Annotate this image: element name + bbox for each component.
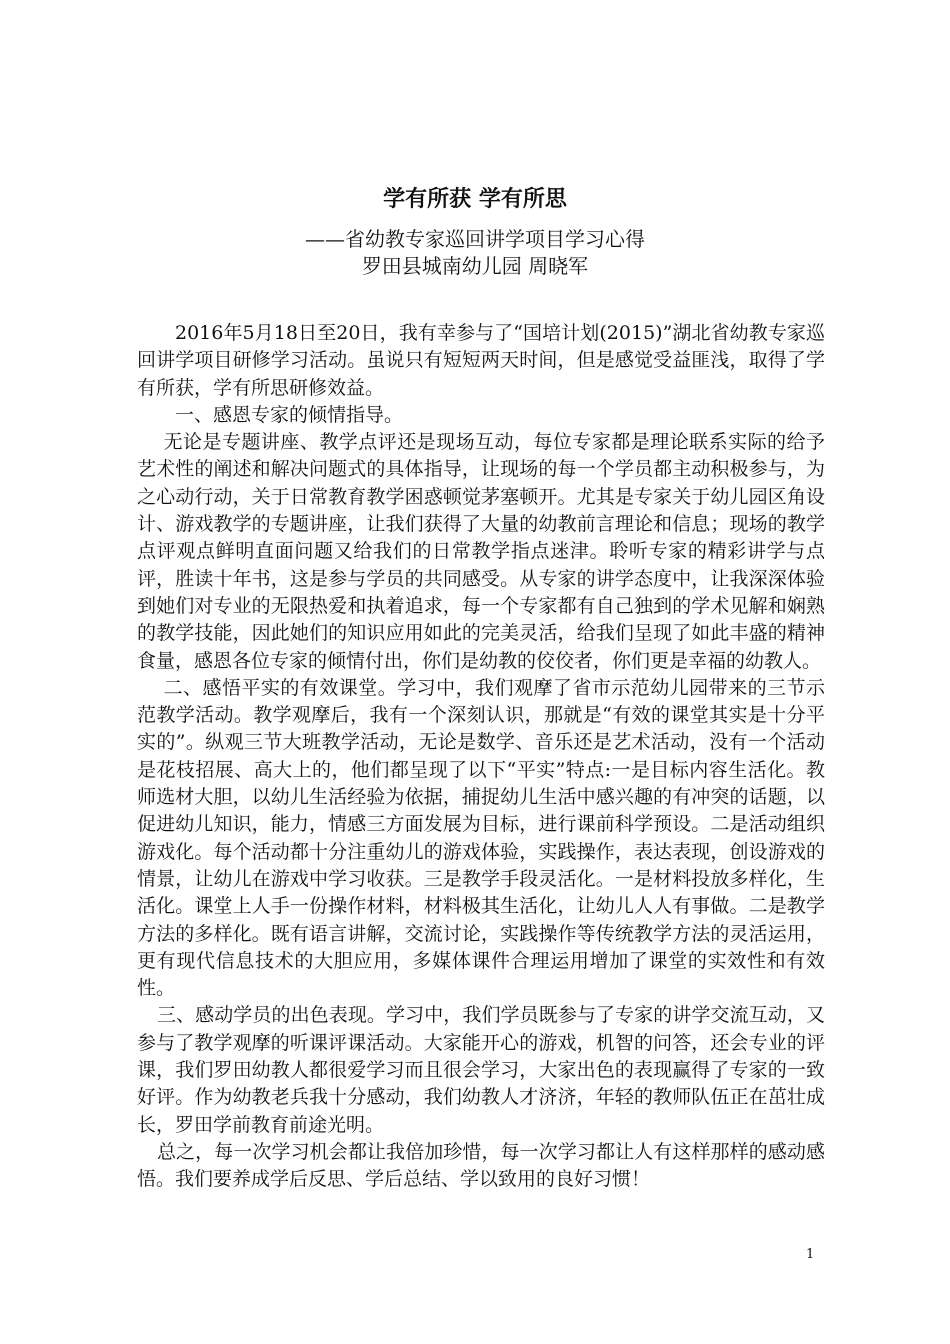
document-subtitle: ——省幼教专家巡回讲学项目学习心得 (305, 227, 645, 251)
section-3-paragraph: 三、感动学员的出色表现。学习中，我们学员既参与了专家的讲学交流互动，又参与了教学观摩的听课评课活动。大家能开心的游戏，机智的问答，还会专业的评课，我们罗田幼教人都很爱学习而且很会学习，大家出色的表现赢得了专家的一致好评。作为幼教老兵我十分感动，我们幼教人才济济，年轻的教师队伍正在茁壮成长，罗田学前教育前途光明。 (137, 1004, 825, 1136)
intro-paragraph: 2016年5月18日至20日，我有幸参与了“国培计划(2015)”湖北省幼教专家巡回讲学项目研修学习活动。虽说只有短短两天时间，但是感觉受益匪浅，取得了学有所获，学有所思研修效益。 (137, 322, 825, 399)
document-body (137, 320, 825, 1194)
document-title: 学有所获 学有所思 (383, 186, 567, 212)
section-1-paragraph: 无论是专题讲座、教学点评还是现场互动，每位专家都是理论联系实际的给予艺术性的阐述和解决问题式的具体指导，让现场的每一个学员都主动积极参与，为之心动行动，关于日常教育教学困惑顿觉茅塞顿开。尤其是专家关于幼儿园区角设计、游戏教学的专题讲座，让我们获得了大量的幼教前言理论和信息；现场的教学点评观点鲜明直面问题又给我们的日常教学指点迷津。聆听专家的精彩讲学与点评，胜读十年书，这是参与学员的共同感受。从专家的讲学态度中，让我深深体验到她们对专业的无限热爱和执着追求，每一个专家都有自己独到的学术见解和娴熟的教学技能，因此她们的知识应用如此的完美灵活，给我们呈现了如此丰盛的精神食量，感恩各位专家的倾情付出，你们是幼教的佼佼者，你们更是幸福的幼教人。 (137, 431, 825, 672)
page-number: 1 (806, 1247, 815, 1262)
author-byline: 罗田县城南幼儿园 周晓军 (361, 254, 589, 278)
section-heading-1: 一、感恩专家的倾情指导。 (175, 403, 404, 426)
section-2-paragraph: 二、感悟平实的有效课堂。学习中，我们观摩了省市示范幼儿园带来的三节示范教学活动。教学观摩后，我有一个深刻认识，那就是“有效的课堂其实是十分平实的”。纵观三节大班教学活动，无论是数学、音乐还是艺术活动，没有一个活动是花枝招展、高大上的，他们都呈现了以下“平实”特点:一是目标内容生活化。教师选材大胆，以幼儿生活经验为依据，捕捉幼儿生活中感兴趣的有冲突的话题，以促进幼儿知识，能力，情感三方面发展为目标，进行课前科学预设。二是活动组织游戏化。每个活动都十分注重幼儿的游戏体验，实践操作，表达表现，创设游戏的情景，让幼儿在游戏中学习收获。三是教学手段灵活化。一是材料投放多样化，生活化。课堂上人手一份操作材料，材料极其生活化，让幼儿人人有事做。二是教学方法的多样化。既有语言讲解，交流讨论，实践操作等传统教学方法的灵活运用，更有现代信息技术的大胆应用，多媒体课件合理运用增加了课堂的实效性和有效性。 (137, 676, 825, 1000)
conclusion-paragraph: 总之，每一次学习机会都让我倍加珍惜，每一次学习都让人有这样那样的感动感悟。我们要养成学后反思、学后总结、学以致用的良好习惯！ (137, 1140, 825, 1191)
